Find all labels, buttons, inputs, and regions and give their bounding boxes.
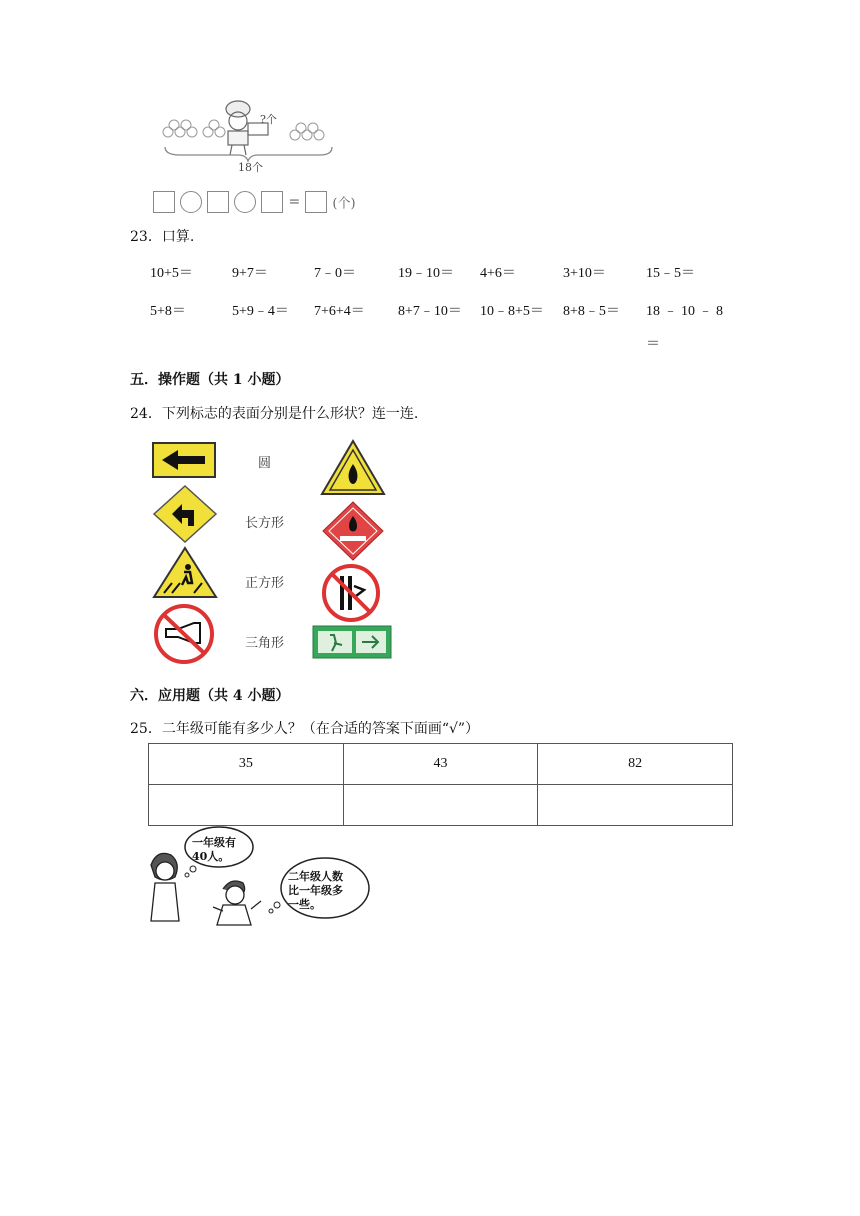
operator-circle[interactable] bbox=[234, 191, 256, 213]
shape-label-circle: 圆 bbox=[258, 456, 272, 471]
calc-item: 18 ﹣ 10 ﹣ 8 bbox=[646, 304, 723, 319]
question-23-title: 23．口算. bbox=[130, 229, 195, 245]
operator-circle[interactable] bbox=[180, 191, 202, 213]
total-count-label: 18个 bbox=[238, 161, 263, 174]
calc-item: 10+5＝ bbox=[150, 266, 193, 281]
bubble-2-line: 比一年级多 bbox=[288, 884, 343, 897]
answer-table bbox=[148, 743, 733, 826]
speech-bubble-2 bbox=[288, 870, 343, 912]
no-climbing-sign bbox=[320, 562, 382, 624]
bubble-2-line: 二年级人数 bbox=[288, 870, 343, 883]
blank-box[interactable] bbox=[261, 191, 283, 213]
calc-item: 19﹣10＝ bbox=[398, 266, 454, 281]
bubble-1-line: 一年级有 bbox=[192, 836, 236, 849]
calc-item-wrap: ＝ bbox=[646, 337, 660, 352]
shape-label-square: 正方形 bbox=[245, 576, 285, 591]
answer-box[interactable] bbox=[305, 191, 327, 213]
flammable-diamond-sign bbox=[320, 500, 386, 562]
left-arrow-rect-sign bbox=[150, 438, 220, 483]
shape-label-rectangle: 长方形 bbox=[245, 516, 285, 531]
pedestrian-crossing-sign bbox=[150, 545, 220, 600]
equation-blanks bbox=[153, 191, 356, 213]
no-horn-sign bbox=[150, 603, 220, 665]
question-24-title: 24．下列标志的表面分别是什么形状？连一连. bbox=[130, 406, 419, 422]
answer-cell[interactable] bbox=[343, 785, 538, 826]
shape-label-triangle: 三角形 bbox=[245, 636, 285, 651]
calc-item: 4+6＝ bbox=[480, 266, 516, 281]
equals-sign: = bbox=[288, 194, 301, 210]
section-6-heading: 六．应用题（共 4 小题） bbox=[130, 688, 290, 704]
calc-item: 8+7﹣10＝ bbox=[398, 304, 462, 319]
option-cell: 35 bbox=[149, 744, 344, 785]
calc-item: 10﹣8+5＝ bbox=[480, 304, 544, 319]
calc-item: 15﹣5＝ bbox=[646, 266, 695, 281]
calc-item: 7﹣0＝ bbox=[314, 266, 356, 281]
bubble-2-line: 一些。 bbox=[288, 898, 321, 911]
answer-cell[interactable] bbox=[149, 785, 344, 826]
fire-warning-triangle-sign bbox=[318, 438, 388, 498]
unit-label: (个) bbox=[332, 196, 356, 212]
calc-item: 5+9﹣4＝ bbox=[232, 304, 289, 319]
section-5-heading: 五．操作题（共 1 小题） bbox=[130, 372, 290, 388]
calc-item: 9+7＝ bbox=[232, 266, 268, 281]
option-cell: 82 bbox=[538, 744, 733, 785]
question-25-title: 25．二年级可能有多少人？（在合适的答案下面画“√”） bbox=[130, 721, 480, 737]
calc-item: 5+8＝ bbox=[150, 304, 186, 319]
unknown-count-label: ?个 bbox=[260, 113, 277, 126]
calc-item: 3+10＝ bbox=[563, 266, 606, 281]
blank-box[interactable] bbox=[153, 191, 175, 213]
turn-left-diamond-sign bbox=[150, 484, 220, 544]
blank-box[interactable] bbox=[207, 191, 229, 213]
calc-item: 8+8﹣5＝ bbox=[563, 304, 620, 319]
option-cell: 43 bbox=[343, 744, 538, 785]
calc-item: 7+6+4＝ bbox=[314, 304, 365, 319]
speech-bubble-1 bbox=[192, 836, 236, 864]
bubble-1-line: 40人。 bbox=[192, 850, 230, 863]
emergency-exit-sign bbox=[312, 625, 392, 659]
answer-cell[interactable] bbox=[538, 785, 733, 826]
